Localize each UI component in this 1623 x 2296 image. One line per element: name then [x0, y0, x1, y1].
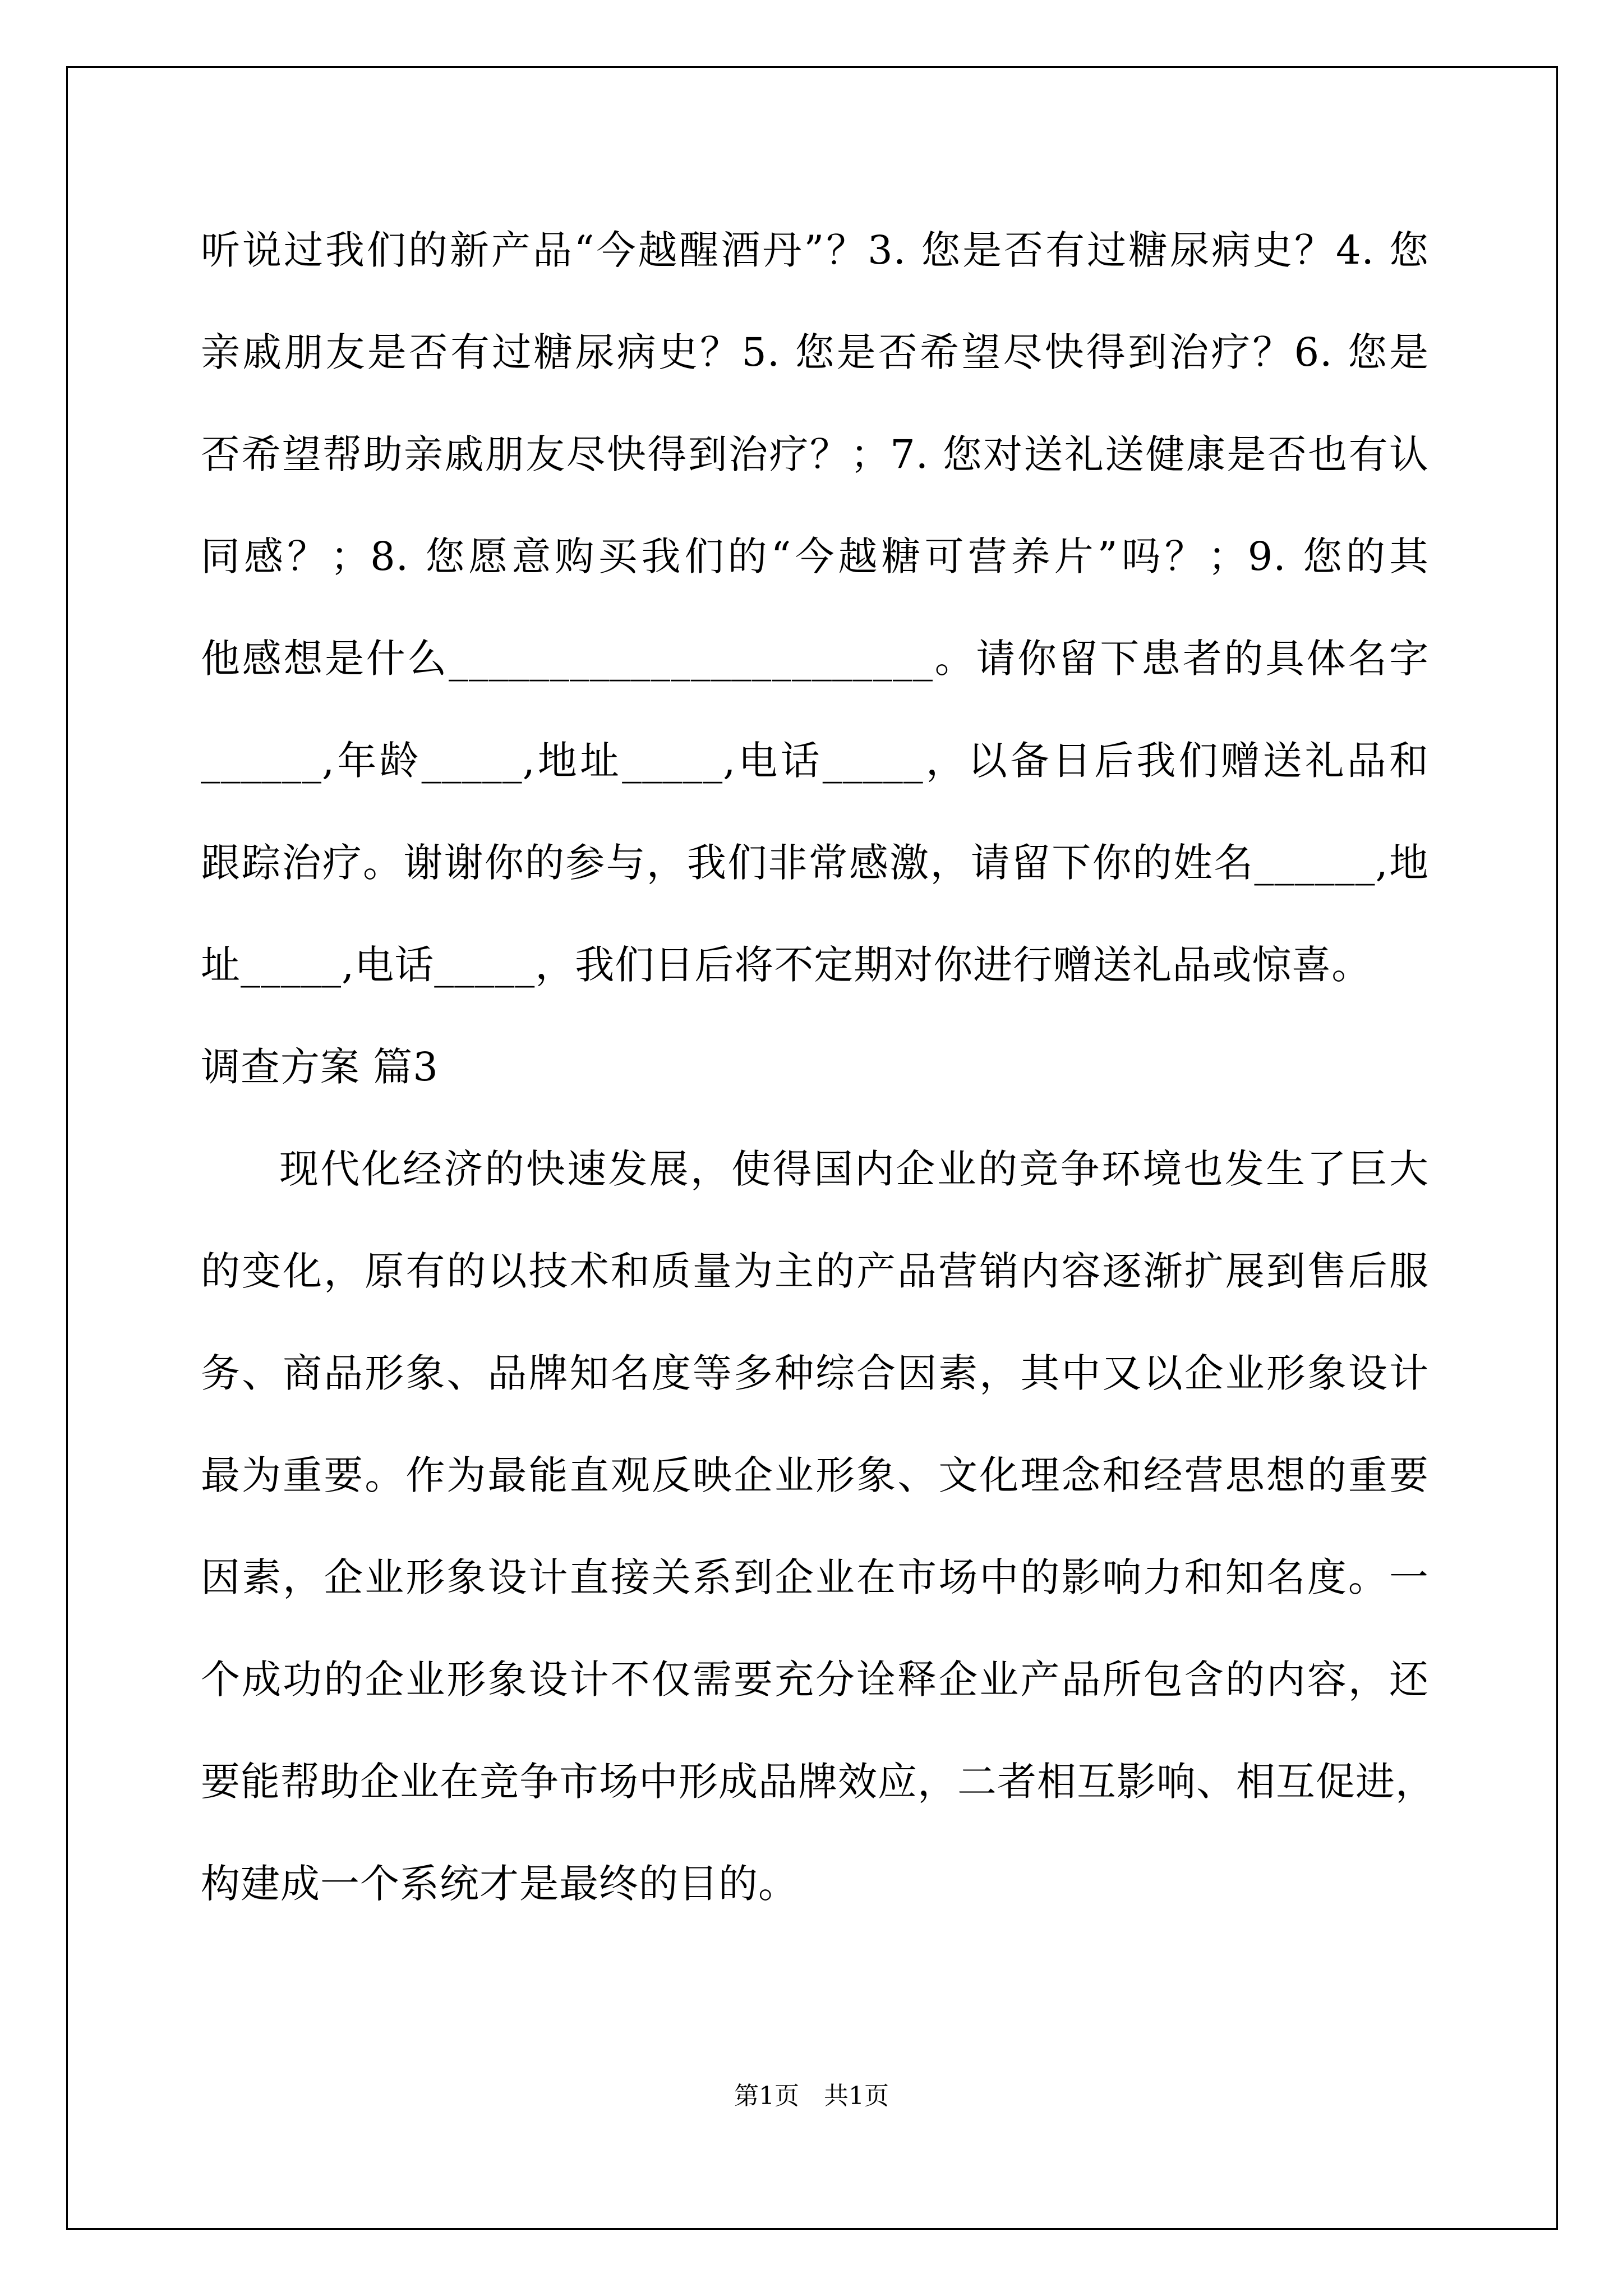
- text-line: 亲戚朋友是否有过糖尿病史？5. 您是否希望尽快得到治疗？6. 您是: [201, 329, 1429, 375]
- text-line: 否希望帮助亲戚朋友尽快得到治疗？；7. 您对送礼送健康是否也有认: [201, 431, 1429, 477]
- paragraph-line: 因素，企业形象设计直接关系到企业在市场中的影响力和知名度。一: [201, 1554, 1429, 1600]
- text-line: 跟踪治疗。谢谢你的参与，我们非常感激，请留下你的姓名______,地: [201, 840, 1429, 886]
- paragraph-line: 现代化经济的快速发展，使得国内企业的竞争环境也发生了巨大: [279, 1146, 1429, 1192]
- paragraph-line: 务、商品形象、品牌知名度等多种综合因素，其中又以企业形象设计: [201, 1350, 1429, 1396]
- text-line: 他感想是什么________________________。请你留下患者的具体名字: [201, 636, 1429, 682]
- paragraph-line: 个成功的企业形象设计不仅需要充分诠释企业产品所包含的内容，还: [201, 1657, 1429, 1703]
- paragraph-line: 最为重要。作为最能直观反映企业形象、文化理念和经营思想的重要: [201, 1452, 1429, 1498]
- text-line: 同感？；8. 您愿意购买我们的“今越糖可营养片”吗？；9. 您的其: [201, 533, 1429, 579]
- document-body: [201, 199, 1435, 1935]
- text-line: ______,年龄_____,地址_____,电话_____，以备日后我们赠送礼品和: [201, 738, 1429, 784]
- paragraph-line: 要能帮助企业在竞争市场中形成品牌效应，二者相互影响、相互促进，: [201, 1759, 1435, 1805]
- paragraph-line: 构建成一个系统才是最终的目的。: [201, 1861, 798, 1907]
- text-line: 址_____,电话_____，我们日后将不定期对你进行赠送礼品或惊喜。: [201, 942, 1372, 988]
- section-heading: 调查方案 篇3: [201, 1044, 439, 1090]
- paragraph-line: 的变化，原有的以技术和质量为主的产品营销内容逐渐扩展到售后服: [201, 1248, 1429, 1294]
- text-line: 听说过我们的新产品“今越醒酒丹”？3. 您是否有过糖尿病史？4. 您: [201, 227, 1429, 273]
- page-number-footer: 第1页 共1页: [734, 2082, 889, 2110]
